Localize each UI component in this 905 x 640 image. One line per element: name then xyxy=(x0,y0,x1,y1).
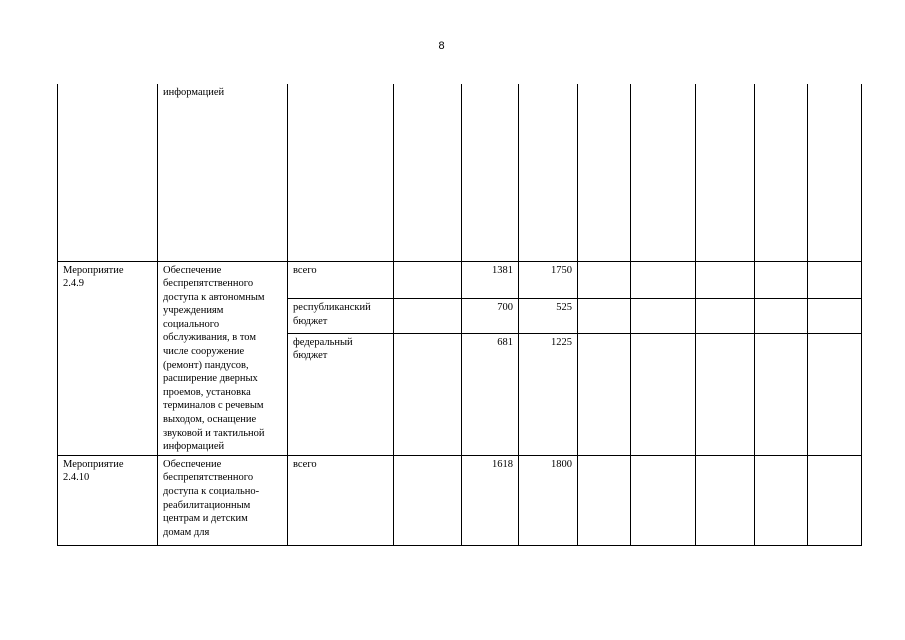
funding-value: 525 xyxy=(556,302,572,314)
table-cell xyxy=(394,455,462,545)
table-cell xyxy=(631,455,696,545)
table-cell xyxy=(696,455,755,545)
page-number: 8 xyxy=(438,40,445,52)
table-cell xyxy=(462,84,519,261)
funding-value: 1618 xyxy=(492,458,513,470)
table-cell xyxy=(394,261,462,299)
funding-value: 1381 xyxy=(492,264,513,276)
table-cell xyxy=(158,261,288,455)
measure-description: Обеспечение беспрепятственного доступа к социально- реабилитационным центрам и детским домам для xyxy=(163,458,260,538)
table-cell xyxy=(808,299,862,334)
table-cell xyxy=(519,84,578,261)
funding-source: всего xyxy=(293,458,317,470)
table-cell xyxy=(519,455,578,545)
table-cell xyxy=(394,84,462,261)
table-cell xyxy=(755,261,808,299)
table-cell xyxy=(58,261,158,455)
table-cell xyxy=(394,333,462,455)
table-cell xyxy=(696,261,755,299)
table-cell xyxy=(288,84,394,261)
funding-source: всего xyxy=(293,264,317,276)
funding-value: 700 xyxy=(497,302,513,314)
table-cell xyxy=(578,84,631,261)
table-cell xyxy=(631,84,696,261)
table-cell xyxy=(631,333,696,455)
table-cell xyxy=(631,299,696,334)
table-cell xyxy=(755,84,808,261)
table-cell xyxy=(462,455,519,545)
measure-name: Мероприятие 2.4.10 xyxy=(63,458,124,484)
measure-description: информацией xyxy=(163,87,225,98)
table-cell xyxy=(519,261,578,299)
table-cell xyxy=(158,455,288,545)
table-cell xyxy=(519,299,578,334)
table-cell xyxy=(808,455,862,545)
table-cell xyxy=(462,299,519,334)
table-cell xyxy=(808,333,862,455)
table-cell xyxy=(755,299,808,334)
table-row xyxy=(58,455,862,545)
table-cell xyxy=(755,455,808,545)
table-cell xyxy=(578,261,631,299)
funding-value: 1225 xyxy=(551,336,572,348)
funding-value: 681 xyxy=(497,336,513,348)
program-measures-table xyxy=(57,84,862,546)
funding-source: федеральный бюджет xyxy=(293,336,353,362)
funding-source: республиканский бюджет xyxy=(293,302,371,327)
table-cell xyxy=(462,333,519,455)
table-cell xyxy=(696,84,755,261)
table-cell xyxy=(578,333,631,455)
table-row-continuation xyxy=(58,84,862,261)
table-cell xyxy=(462,261,519,299)
table-cell xyxy=(288,261,394,299)
table-cell xyxy=(58,84,158,261)
table-cell xyxy=(578,299,631,334)
table-cell xyxy=(58,455,158,545)
table-cell xyxy=(288,299,394,334)
table-cell xyxy=(631,261,696,299)
table-cell xyxy=(288,333,394,455)
table-cell xyxy=(578,455,631,545)
table-cell xyxy=(808,261,862,299)
table-cell xyxy=(755,333,808,455)
table-cell xyxy=(696,299,755,334)
table-cell xyxy=(808,84,862,261)
table-cell xyxy=(519,333,578,455)
measure-name: Мероприятие 2.4.9 xyxy=(63,264,124,290)
table-cell xyxy=(696,333,755,455)
measure-description: Обеспечение беспрепятственного доступа к автономным учреждениям социального обслуживания, в том числе сооружение (ремонт) пандусов, расширение дверных проемов, установка терминалов с речевым выходом, оснащение звуковой и тактильной информацией xyxy=(163,264,265,453)
table-cell xyxy=(394,299,462,334)
funding-value: 1800 xyxy=(551,458,572,470)
funding-value: 1750 xyxy=(551,264,572,276)
table-cell xyxy=(288,455,394,545)
table-cell xyxy=(158,84,288,261)
table-row xyxy=(58,261,862,299)
